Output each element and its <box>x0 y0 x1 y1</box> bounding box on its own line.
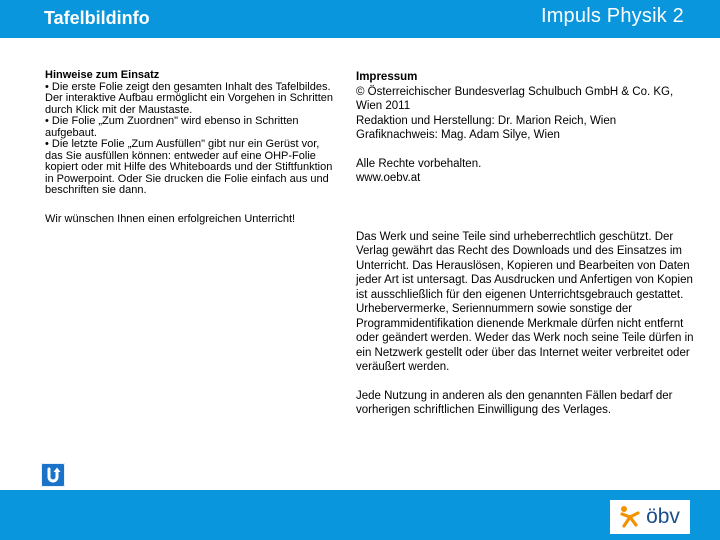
usage-heading: Hinweise zum Einsatz <box>45 69 160 81</box>
imprint-line: Grafiknachweis: Mag. Adam Silye, Wien <box>356 129 560 141</box>
footer-bar <box>0 490 720 540</box>
brand-title: Impuls Physik 2 <box>540 5 684 27</box>
header-bar <box>0 0 720 38</box>
imprint <box>356 70 696 418</box>
usage-item: • Die Folie „Zum Zuordnen" wird ebenso in Schritten aufgebaut. <box>45 115 299 139</box>
website-text: www.oebv.at <box>356 172 421 184</box>
back-button[interactable] <box>41 463 65 487</box>
usage-notes <box>45 70 335 225</box>
imprint-line: © Österreichischer Bundesverlag Schulbuch GmbH & Co. KG, Wien 2011 <box>356 85 674 112</box>
imprint-line: Redaktion und Herstellung: Dr. Marion Reich, Wien <box>356 114 617 127</box>
page-title: Tafelbildinfo <box>44 8 150 28</box>
logo-text: öbv <box>646 505 680 528</box>
usage-item: • Die letzte Folie „Zum Ausfüllen" gibt nur ein Gerüst vor, das Sie ausfüllen können: entweder auf eine OHP-Folie kopiert oder mit Hilfe des Whiteboards und der Stiftfunktion in Powerpoint. Oder Sie drucken die Folie einfach aus und beschriften sie dann. <box>45 138 333 196</box>
oebv-logo <box>610 500 690 534</box>
copyright-notice: Das Werk und seine Teile sind urheberrechtlich geschützt. Der Verlag gewährt das Recht des Downloads und des Einsatzes im Unterricht. Das Herauslösen, Kopieren und Bearbeiten von Daten jeder Art ist untersagt. Das Ausdrucken und Anfertigen von Kopien ist ausschließlich für den eigenen Unterrichtsgebrauch gestattet. Urhebervermerke, Seriennummern sowie sonstige der Programmidentifikation dienende Merkmale dürfen nicht entfernt oder geändert werden. Weder das Werk noch seine Teile dürfen in ein Netzwerk gestellt oder über das Internet weiter verbreitet oder veräußert werden. <box>356 230 694 373</box>
imprint-heading: Impressum <box>356 71 418 83</box>
closing-text: Wir wünschen Ihnen einen erfolgreichen Unterricht! <box>45 212 296 225</box>
rights-text: Alle Rechte vorbehalten. <box>356 157 482 170</box>
usage-notice: Jede Nutzung in anderen als den genannten Fällen bedarf der vorherigen schriftlichen Einwilligung des Verlages. <box>356 389 673 416</box>
usage-item: • Die erste Folie zeigt den gesamten Inhalt des Tafelbildes. Der interaktive Aufbau ermöglicht ein Vorgehen in Schritten durch Klick mit der Maustaste. <box>45 80 333 116</box>
oebv-person-icon <box>620 505 640 529</box>
return-arrow-icon <box>44 466 62 484</box>
